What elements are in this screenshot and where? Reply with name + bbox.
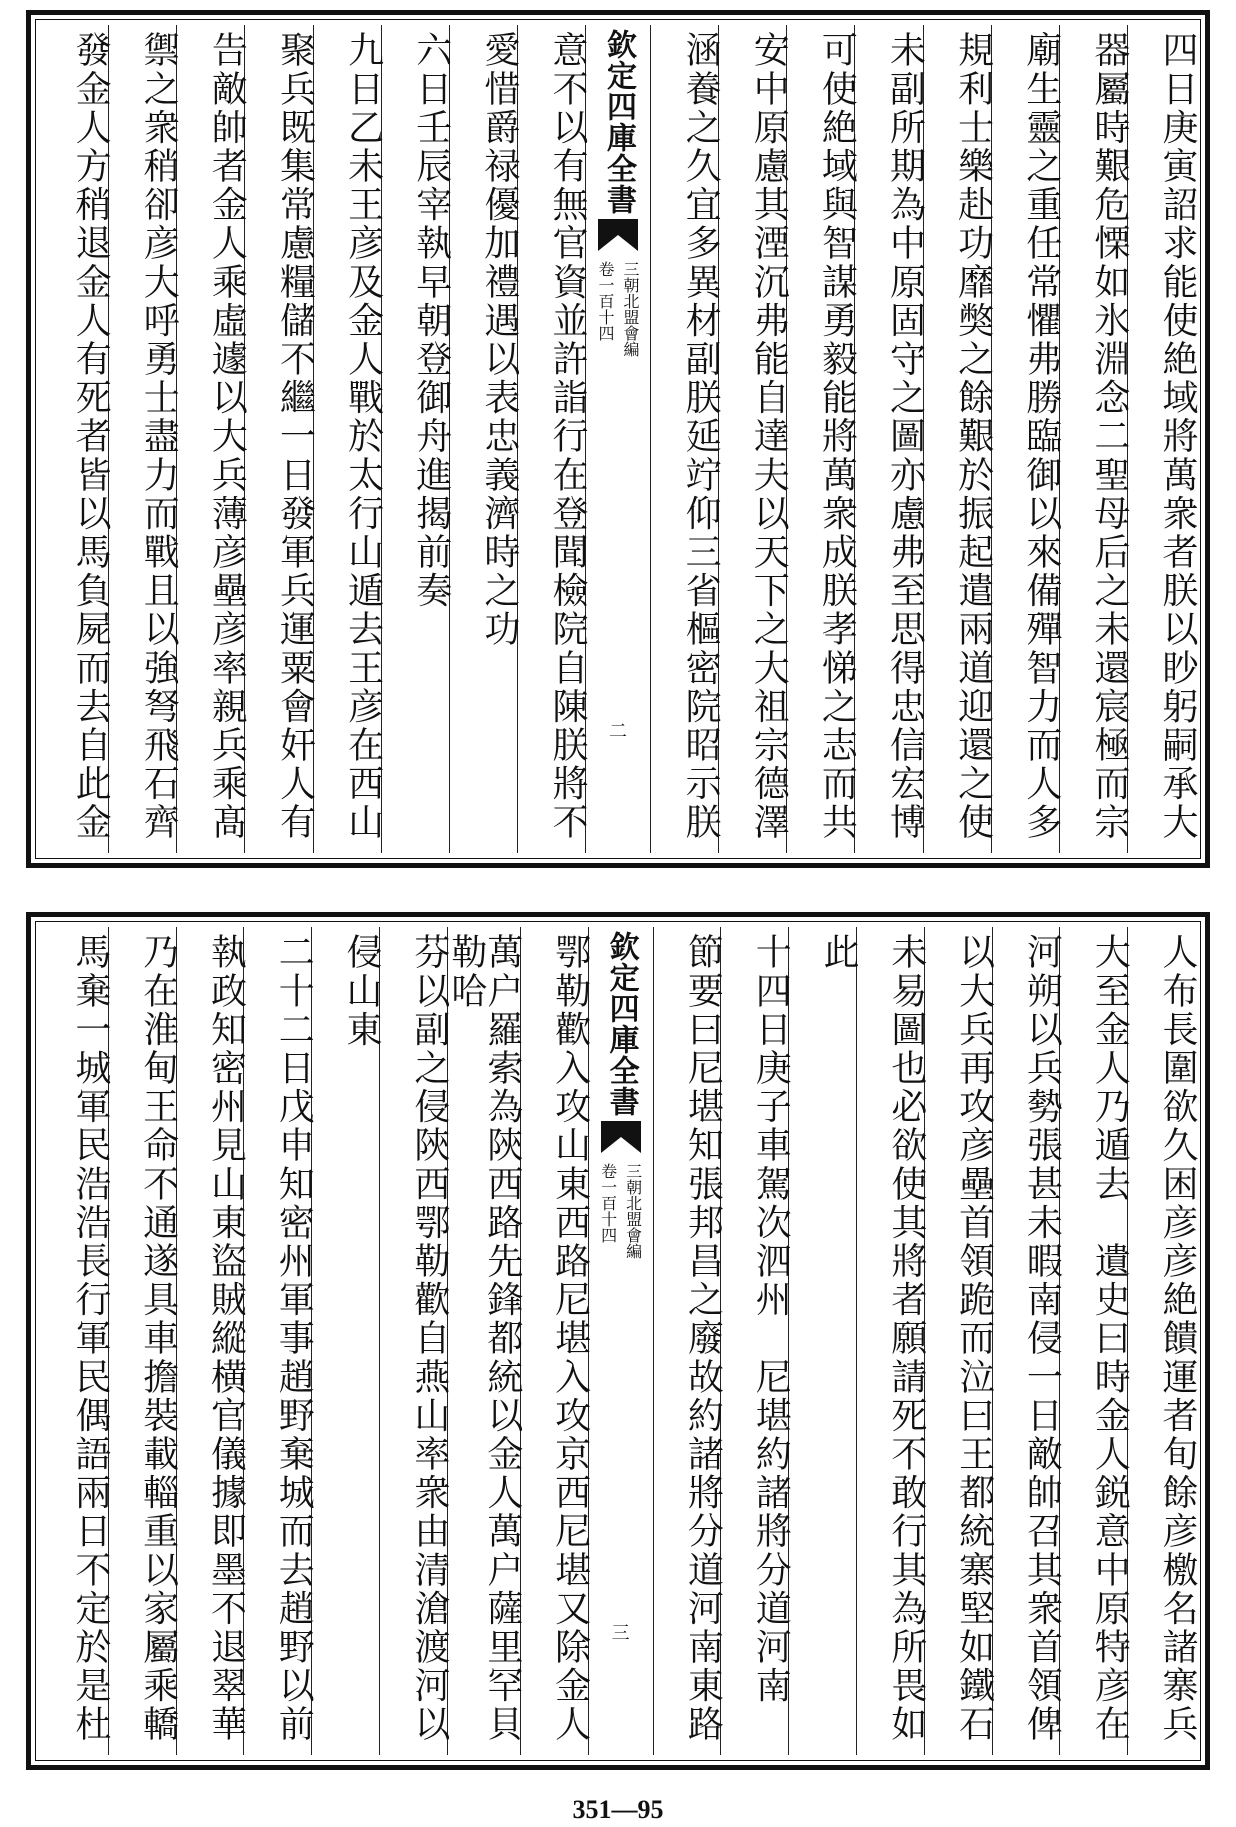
text-column: 未易圖也必欲使其將者願請死不敢行其為所畏如: [856, 927, 924, 1755]
text-column: 大至金人乃遁去 遺史曰時金人鋭意中原特彦在: [1059, 927, 1127, 1755]
text-column: 廟生靈之重任常懼弗勝臨御以來備殫智力而人多: [991, 25, 1059, 853]
volume-label: 卷一百十四: [598, 1163, 618, 1243]
text-column: 愛惜爵禄優加禮遇以表忠義濟時之功: [449, 25, 517, 853]
text-column: 安中原慮其湮沉弗能自達夫以天下之大祖宗德澤: [718, 25, 786, 853]
fish-tail-mark-icon: [598, 219, 638, 251]
page-top-columns: [41, 25, 1198, 853]
text-column: 此: [788, 927, 856, 1755]
text-column: 聚兵既集常慮糧儲不繼一日發軍兵運粟會奸人有: [244, 25, 312, 853]
text-column: 發金人方稍退金人有死者皆以馬負屍而去自此金: [70, 31, 112, 842]
book-title: 欽定四庫全書: [601, 29, 636, 215]
text-column: 禦之衆稍卻彦大呼勇士盡力而戰且以強弩飛石齊: [108, 25, 176, 853]
text-column: 告敵帥者金人乘虛遽以大兵薄彦壘彦率親兵乘髙: [176, 25, 244, 853]
text-column: 以大兵再攻彦壘首領跪而泣曰王都統寨堅如鐵石: [924, 927, 992, 1755]
text-column: 乃在淮甸王命不通遂具車擔裝載輜重以家屬乘轎: [108, 927, 176, 1755]
text-column: 九日乙未王彦及金人戰於太行山遁去王彦在西山: [313, 25, 381, 853]
text-column: 萬户羅索為陝西路先鋒都統以金人萬户薩里罕貝勒哈: [447, 927, 520, 1755]
text-column: 規利士樂赴功靡獘之餘艱於振起遣兩道迎還之使: [923, 25, 991, 853]
text-column: 人布長圍欲久困彦彦絶饋運者旬餘彦檄名諸寨兵: [1127, 927, 1195, 1755]
text-column: 河朔以兵勢張甚未暇南侵一日敵帥召其衆首領俾: [992, 927, 1060, 1755]
volume-label: 卷一百十四: [596, 261, 615, 341]
fish-tail-mark-icon: [601, 1121, 641, 1153]
leaf-number: 三: [611, 1623, 630, 1644]
text-column: 馬棄一城軍民浩浩長行軍民偶語兩日不定於是杜: [69, 933, 111, 1744]
text-column: 十四日庚子車駕次泗州 尼堪約諸將分道河南: [720, 927, 788, 1755]
text-column: 四日庚寅詔求能使絶域將萬衆者朕以眇躬嗣承大: [1127, 25, 1195, 853]
center-fold: [588, 927, 653, 1755]
book-title: 欽定四庫全書: [603, 931, 639, 1117]
text-column: 鄂勒歡入攻山東西路尼堪入攻京西尼堪又除金人: [520, 927, 588, 1755]
page-top: [26, 10, 1210, 868]
text-column: 意不以有無官資並許詣行在登聞檢院自陳朕將不: [517, 25, 585, 853]
text-column: 芬以副之侵陝西鄂勒歡自燕山率衆由清滄渡河以: [379, 927, 447, 1755]
work-title: 三朝北盟會編: [621, 261, 640, 357]
fold-meta: [594, 261, 642, 357]
text-column: 侵山東: [311, 927, 379, 1755]
page-bottom-columns: [41, 927, 1198, 1755]
text-column: 未副所期為中原固守之圖亦慮弗至思得忠信宏博: [854, 25, 922, 853]
text-column: 執政知密州見山東盜賊縱横官儀據即墨不退翠華: [176, 927, 244, 1755]
text-column: 二十二日戊申知密州軍事趙野棄城而去趙野以前: [243, 927, 311, 1755]
text-column: 器屬時艱危慄如氷淵念二聖母后之未還宸極而宗: [1059, 25, 1127, 853]
text-column: 六日壬辰宰執早朝登御舟進揭前奏: [381, 25, 449, 853]
text-column: 涵養之久宜多異材副朕延竚仰三省樞密院昭示朕: [650, 25, 718, 853]
work-title: 三朝北盟會編: [623, 1163, 643, 1259]
text-column: 節要曰尼堪知張邦昌之廢故約諸將分道河南東路: [653, 927, 721, 1755]
page-bottom: [26, 912, 1210, 1770]
leaf-number: 二: [609, 721, 627, 742]
center-fold: [585, 25, 650, 853]
fold-meta: [597, 1163, 645, 1259]
text-column: 可使絶域與智謀勇毅能將萬衆成朕孝悌之志而共: [786, 25, 854, 853]
folio-number: 351—95: [572, 1795, 664, 1824]
